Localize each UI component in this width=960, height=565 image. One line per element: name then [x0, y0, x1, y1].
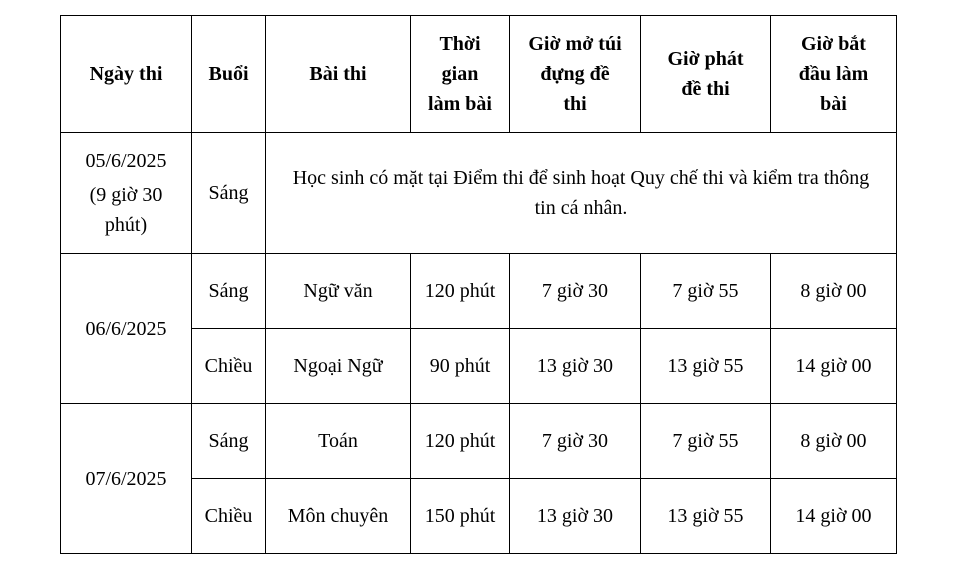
- session-cell: Chiều: [192, 479, 266, 554]
- header-start-line: đầu làm: [798, 63, 869, 85]
- exam-schedule-table: [60, 15, 897, 554]
- duration-cell: 120 phút: [411, 404, 510, 479]
- header-start: [771, 16, 897, 133]
- header-subject: Bài thi: [266, 16, 411, 133]
- start-cell: 8 giờ 00: [771, 254, 897, 329]
- distribute-cell: 13 giờ 55: [641, 329, 771, 404]
- date-cell: 07/6/2025: [61, 404, 192, 554]
- subject-cell: Môn chuyên: [266, 479, 411, 554]
- session-cell: Sáng: [192, 254, 266, 329]
- start-cell: 14 giờ 00: [771, 479, 897, 554]
- open-bag-cell: 13 giờ 30: [510, 479, 641, 554]
- header-duration-line: làm bài: [428, 93, 492, 115]
- header-open-bag-line: đựng đề: [540, 63, 610, 85]
- header-duration: [411, 16, 510, 133]
- header-open-bag-line: Giờ mở túi: [528, 33, 622, 55]
- time-note-line: (9 giờ 30: [89, 184, 163, 206]
- start-cell: 8 giờ 00: [771, 404, 897, 479]
- header-distribute: [641, 16, 771, 133]
- table-row: [61, 133, 897, 254]
- header-duration-line: gian: [441, 63, 479, 85]
- table-row: [61, 404, 897, 479]
- duration-cell: 90 phút: [411, 329, 510, 404]
- header-date: Ngày thi: [61, 16, 192, 133]
- header-start-line: Giờ bắt: [801, 33, 866, 55]
- session-cell: Chiều: [192, 329, 266, 404]
- header-start-line: bài: [820, 93, 847, 115]
- distribute-cell: 7 giờ 55: [641, 404, 771, 479]
- header-open-bag-line: thi: [563, 93, 587, 115]
- duration-cell: 120 phút: [411, 254, 510, 329]
- start-cell: 14 giờ 00: [771, 329, 897, 404]
- date-cell: [61, 133, 192, 254]
- time-note-line: phút): [104, 214, 148, 236]
- distribute-cell: 13 giờ 55: [641, 479, 771, 554]
- table-row: [61, 254, 897, 329]
- duration-cell: 150 phút: [411, 479, 510, 554]
- notice-cell: Học sinh có mặt tại Điểm thi để sinh hoạt Quy chế thi và kiểm tra thông tin cá nhân.: [266, 133, 897, 254]
- session-cell: Sáng: [192, 404, 266, 479]
- distribute-cell: 7 giờ 55: [641, 254, 771, 329]
- header-distribute-line: Giờ phát: [667, 48, 744, 70]
- open-bag-cell: 7 giờ 30: [510, 254, 641, 329]
- open-bag-cell: 13 giờ 30: [510, 329, 641, 404]
- open-bag-cell: 7 giờ 30: [510, 404, 641, 479]
- header-row: [61, 16, 897, 133]
- header-open-bag: [510, 16, 641, 133]
- header-distribute-line: đề thi: [681, 78, 730, 100]
- date-text: 05/6/2025: [85, 150, 167, 172]
- header-session: Buổi: [192, 16, 266, 133]
- date-cell: 06/6/2025: [61, 254, 192, 404]
- subject-cell: Ngoại Ngữ: [266, 329, 411, 404]
- subject-cell: Ngữ văn: [266, 254, 411, 329]
- header-duration-line: Thời: [439, 33, 481, 55]
- session-cell: Sáng: [192, 133, 266, 254]
- subject-cell: Toán: [266, 404, 411, 479]
